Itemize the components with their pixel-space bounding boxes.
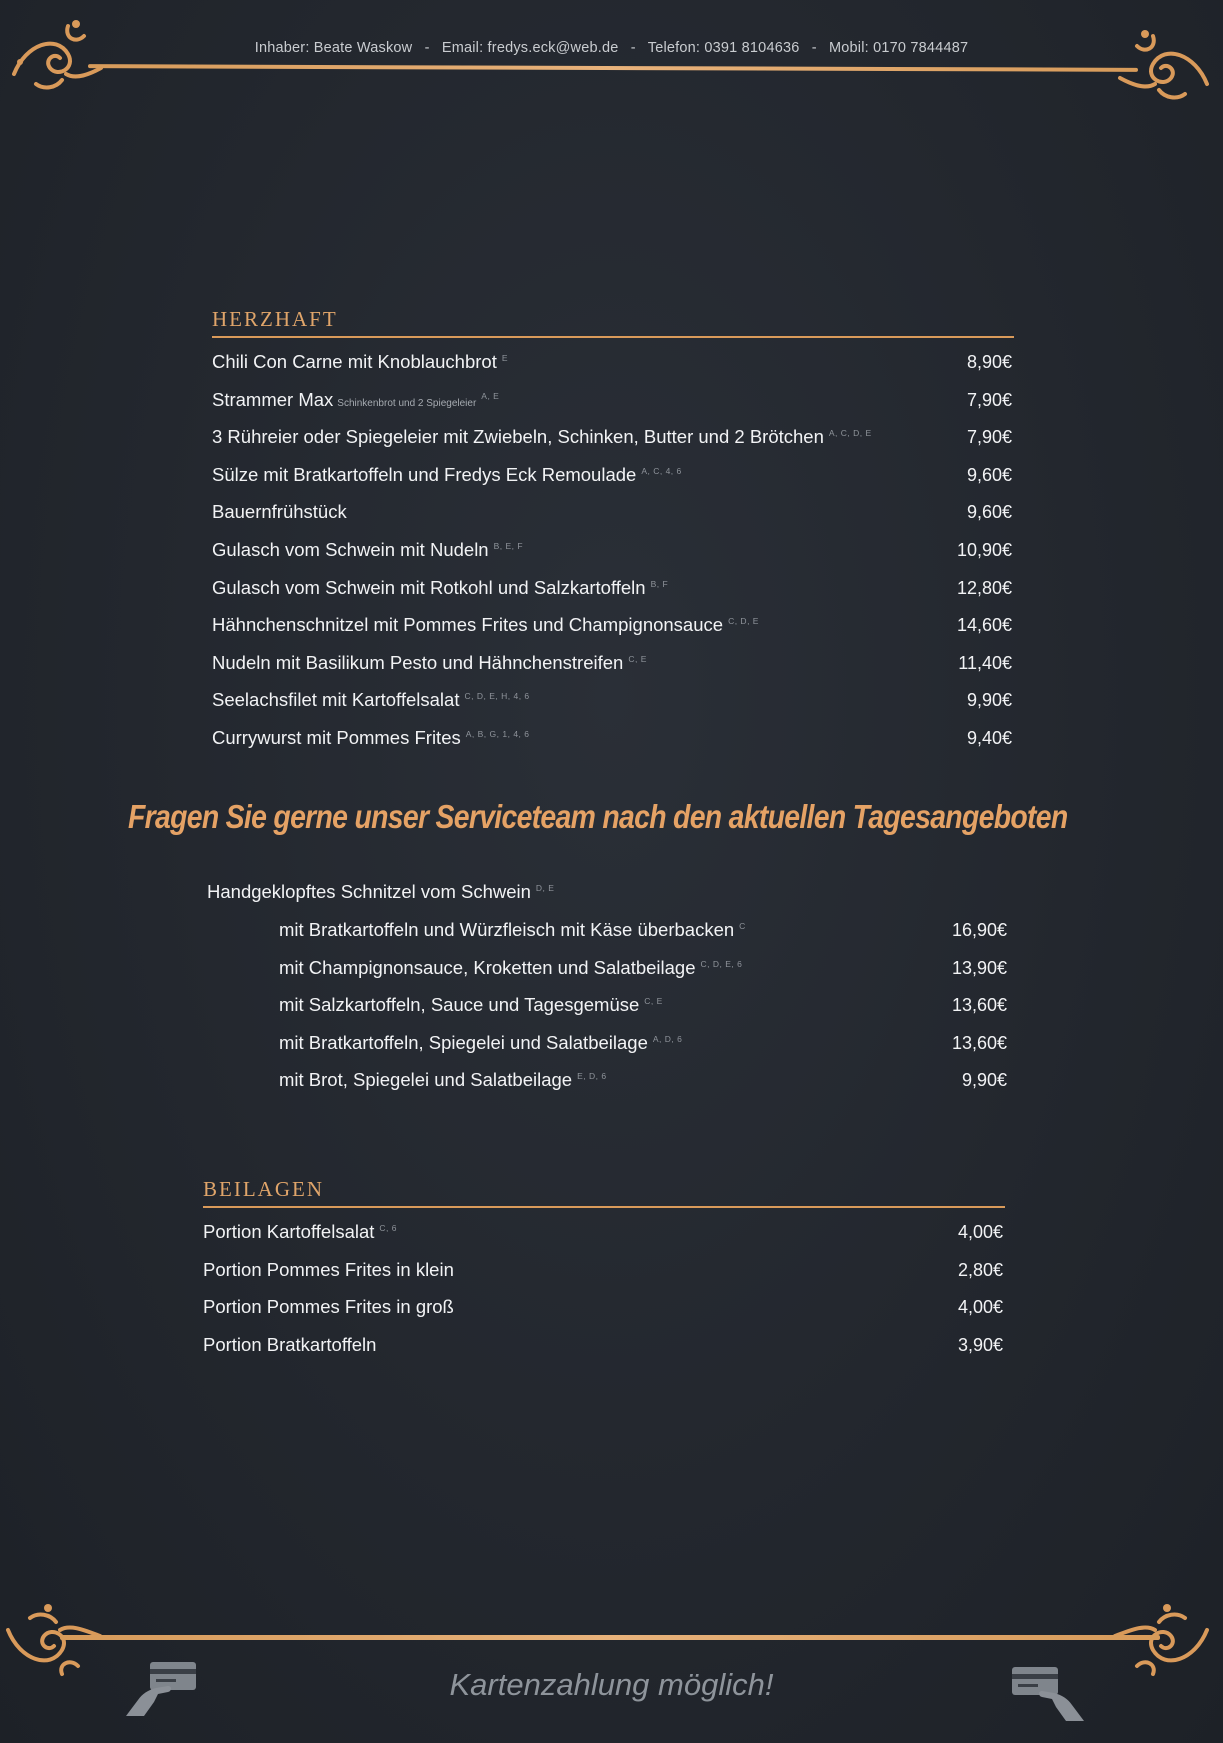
menu-item: Hähnchenschnitzel mit Pommes Frites und Champignonsauce $^{C, D, E}$ 14,60€ (212, 603, 1014, 641)
menu-item: Portion Pommes Frites in klein 2,80€ (203, 1248, 1005, 1286)
menu-item: mit Bratkartoffeln und Würzfleisch mit Käse überbacken $^C$ 16,90€ (207, 908, 1009, 946)
menu-item: 3 Rühreier oder Spiegeleier mit Zwiebeln, Schinken, Butter und 2 Brötchen $^{A, C, D, E}$ 7,90€ (212, 415, 1014, 453)
price: 8,90€ (966, 352, 1012, 372)
section-title: HERZHAFT (212, 307, 1014, 338)
menu-item: Strammer Max Schinkenbrot und 2 Spiegeleier$^{A, E}$ 7,90€ (212, 378, 1014, 416)
price: 13,60€ (951, 1032, 1007, 1053)
menu-item: Bauernfrühstück 9,60€ (212, 490, 1014, 528)
price: 12,80€ (956, 577, 1012, 598)
price: 7,90€ (966, 427, 1012, 448)
price: 4,00€ (957, 1222, 1003, 1242)
item-list (203, 1210, 1005, 1360)
separator: - (424, 40, 430, 56)
menu-item: Sülze mit Bratkartoffeln und Fredys Eck Remoulade $^{A, C, 4, 6}$ 9,60€ (212, 453, 1014, 491)
menu-item: Portion Bratkartoffeln 3,90€ (203, 1323, 1005, 1361)
price: 16,90€ (951, 920, 1007, 940)
card-payment-note: Kartenzahlung möglich! (449, 1667, 774, 1702)
price: 4,00€ (957, 1297, 1003, 1318)
menu-item: mit Brot, Spiegelei und Salatbeilage $^{E, D, 6}$ 9,90€ (207, 1058, 1009, 1096)
section-herzhaft (212, 307, 1014, 754)
card-payment-icon (1010, 1665, 1086, 1730)
separator: - (630, 40, 636, 56)
schnitzel-title: Handgeklopftes Schnitzel vom Schwein $^{D, E}$ (207, 881, 555, 903)
menu-item: mit Salzkartoffeln, Sauce und Tagesgemüse $^{C, E}$ 13,60€ (207, 983, 1009, 1021)
price: 2,80€ (957, 1259, 1003, 1280)
daily-offers-banner: Fragen Sie gerne unser Serviceteam nach den aktuellen Tagesangeboten (128, 798, 1068, 835)
contact-line (140, 40, 1083, 56)
menu-item: Gulasch vom Schwein mit Rotkohl und Salzkartoffeln $^{B, F}$ 12,80€ (212, 566, 1014, 604)
menu-item: Seelachsfilet mit Kartoffelsalat $^{C, D, E, H, 4, 6}$ 9,90€ (212, 678, 1014, 716)
item-list (212, 340, 1014, 754)
ornament-top-right-icon (1105, 24, 1215, 104)
menu-item: Nudeln mit Basilikum Pesto und Hähnchenstreifen $^{C, E}$ 11,40€ (212, 641, 1014, 679)
price: 9,90€ (961, 1070, 1007, 1091)
email-text[interactable]: Email: fredys.eck@web.de (441, 40, 619, 56)
menu-item: Chili Con Carne mit Knoblauchbrot $^E$ 8,90€ (212, 340, 1014, 378)
price: 10,90€ (956, 539, 1012, 560)
separator: - (811, 40, 817, 56)
section-beilagen (203, 1177, 1005, 1360)
price: 14,60€ (956, 615, 1012, 636)
price: 7,90€ (966, 389, 1012, 410)
menu-item: Gulasch vom Schwein mit Nudeln $^{B, E, F}$ 10,90€ (212, 528, 1014, 566)
section-schnitzel (207, 868, 1009, 1096)
owner-text: Inhaber: Beate Waskow (254, 40, 413, 56)
phone-text[interactable]: Telefon: 0391 8104636 (647, 40, 800, 56)
price: 11,40€ (958, 652, 1012, 673)
price: 9,90€ (966, 690, 1012, 711)
menu-item: mit Bratkartoffeln, Spiegelei und Salatbeilage $^{A, D, 6}$ 13,60€ (207, 1021, 1009, 1059)
mobile-text[interactable]: Mobil: 0170 7844487 (829, 40, 969, 56)
price: 9,60€ (966, 464, 1012, 485)
menu-item: Portion Pommes Frites in groß 4,00€ (203, 1285, 1005, 1323)
ornament-top-left-icon (6, 14, 116, 94)
section-title: BEILAGEN (203, 1177, 1005, 1208)
price: 13,90€ (951, 957, 1007, 978)
price: 9,60€ (966, 502, 1012, 523)
price: 9,40€ (966, 727, 1012, 748)
menu-item: Portion Kartoffelsalat $^{C, 6}$ 4,00€ (203, 1210, 1005, 1248)
menu-item: mit Champignonsauce, Kroketten und Salatbeilage $^{C, D, E, 6}$ 13,90€ (207, 946, 1009, 984)
menu-item: Currywurst mit Pommes Frites $^{A, B, G, 1, 4, 6}$ 9,40€ (212, 716, 1014, 754)
bottom-divider (60, 1635, 1160, 1640)
top-divider (88, 64, 1138, 72)
price: 3,90€ (957, 1334, 1003, 1355)
price: 13,60€ (951, 995, 1007, 1016)
